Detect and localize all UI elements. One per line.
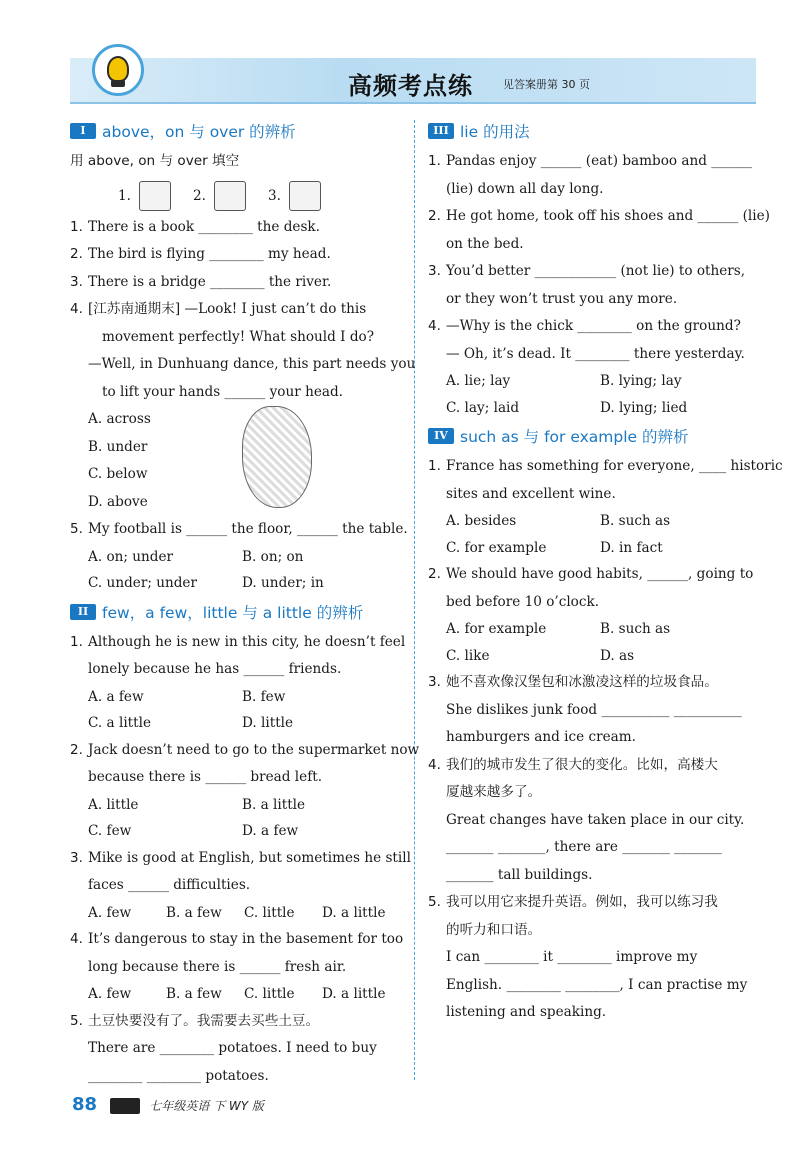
question	[70, 296, 400, 324]
section-number: III	[428, 123, 454, 139]
option: C. a little	[88, 715, 151, 731]
question-text: France has something for everyone, ____ historic	[446, 458, 783, 474]
option: A. little	[88, 796, 139, 813]
question	[70, 737, 420, 765]
bird-picture-icon	[214, 181, 246, 211]
options-row	[428, 535, 758, 562]
question-text: 她不喜欢像汉堡包和冰激凌这样的垃圾食品。	[446, 674, 718, 690]
option: D. lying; lied	[600, 399, 688, 416]
left-column	[70, 118, 420, 1090]
options-row	[70, 900, 400, 927]
option: B. such as	[600, 513, 671, 529]
option: A. few	[88, 986, 132, 1002]
question-text: _______ _______, there are _______ _______	[446, 839, 722, 855]
question-number: 1.	[428, 458, 441, 474]
question-number: 3.	[428, 674, 441, 690]
section-heading	[70, 601, 400, 623]
question-number: 3.	[70, 849, 83, 866]
options-row	[70, 710, 400, 737]
page-title: 高频考点练	[348, 72, 473, 100]
options-row	[428, 643, 758, 670]
question-text: We should have good habits, ______, going to	[446, 566, 754, 582]
question	[428, 148, 758, 176]
option: D. a few	[242, 823, 299, 839]
instruction: 用 above, on 与 over 填空	[70, 153, 240, 169]
question-number: 3.	[70, 273, 83, 290]
question	[428, 669, 758, 697]
page-number: 88	[72, 1094, 98, 1115]
options-row	[70, 684, 400, 711]
question-number: 5.	[70, 521, 83, 537]
option: D. under; in	[242, 575, 324, 591]
publisher-logo-icon	[110, 1098, 140, 1114]
question	[428, 453, 783, 481]
section-heading	[70, 120, 400, 142]
question-text: —Why is the chick ________ on the ground?	[446, 318, 741, 334]
question	[70, 845, 411, 873]
question-number: 2.	[428, 566, 441, 582]
question-text: 厦越来越多了。	[446, 784, 542, 800]
section-title: lie 的用法	[460, 123, 530, 141]
bridge-picture-icon	[289, 181, 321, 211]
question-text: There is a bridge ________ the river.	[88, 273, 332, 290]
question	[70, 241, 400, 269]
question-text: _______ tall buildings.	[446, 866, 593, 883]
question	[428, 561, 758, 589]
question-number: 5.	[70, 1012, 83, 1029]
question-text: [江苏南通期末] —Look! I just can’t do this	[88, 301, 367, 317]
question	[428, 313, 758, 341]
question-text: He got home, took off his shoes and ______ (lie)	[446, 208, 770, 224]
dancer-illustration-icon	[242, 406, 312, 508]
question-text: My football is ______ the floor, ______ the table.	[88, 521, 408, 537]
option: A. on; under	[88, 548, 174, 565]
book-title: 七年级英语 下 WY 版	[149, 1099, 264, 1113]
option: D. above	[88, 493, 148, 510]
pic-label: 3.	[267, 187, 281, 204]
section-title: above，on 与 over 的辨析	[102, 123, 296, 141]
question-text: to lift your hands ______ your head.	[102, 383, 343, 400]
question-number: 3.	[428, 263, 441, 279]
question-number: 4.	[428, 318, 441, 334]
pic-label: 1.	[118, 187, 131, 204]
question-text: —Well, in Dunhuang dance, this part needs you	[88, 356, 416, 372]
question-text: Pandas enjoy ______ (eat) bamboo and ______	[446, 153, 753, 169]
option: D. as	[600, 647, 635, 664]
page-footer	[72, 1094, 264, 1115]
question	[70, 926, 404, 954]
question	[428, 752, 758, 780]
question-text: She dislikes junk food __________ __________	[446, 701, 742, 718]
question-text: 的听力和口语。	[446, 921, 542, 938]
question-number: 4.	[70, 301, 83, 317]
question-text: because there is ______ bread left.	[88, 769, 323, 785]
options-row	[70, 981, 400, 1008]
question-text: hamburgers and ice cream.	[446, 729, 636, 745]
question-text: There are ________ potatoes. I need to buy	[88, 1040, 377, 1056]
options-row	[428, 395, 758, 422]
section-number: II	[70, 604, 96, 620]
question	[70, 516, 408, 544]
option: B. such as	[600, 621, 671, 637]
question-text: The bird is flying ________ my head.	[88, 246, 331, 262]
section-title: few，a few，little 与 a little 的辨析	[102, 603, 364, 622]
lightbulb-icon	[92, 44, 144, 96]
section-heading	[428, 425, 758, 447]
option: C. under; under	[88, 575, 197, 591]
option: C. for example	[446, 539, 547, 556]
question-text: sites and excellent wine.	[446, 485, 616, 502]
right-column	[428, 118, 783, 1027]
option: C. lay; laid	[446, 399, 520, 416]
option: B. a few	[166, 986, 222, 1002]
option: A. a few	[88, 688, 144, 705]
option: B. few	[242, 688, 286, 705]
question-text: You’d better ____________ (not lie) to others,	[446, 263, 746, 279]
option: A. besides	[446, 513, 517, 529]
question-text: — Oh, it’s dead. It ________ there yesterday.	[446, 345, 745, 362]
option: A. across	[88, 411, 151, 427]
option: A. for example	[446, 621, 547, 637]
option: B. a little	[242, 796, 306, 813]
question-text: on the bed.	[446, 235, 524, 252]
question-number: 2.	[70, 246, 83, 262]
question-text: listening and speaking.	[446, 1004, 607, 1020]
option: B. lying; lay	[600, 373, 682, 389]
options-row	[428, 368, 758, 395]
options-row	[70, 570, 400, 597]
question	[428, 203, 770, 231]
question-text: There is a book ________ the desk.	[88, 218, 320, 235]
question-text: long because there is ______ fresh air.	[88, 958, 347, 975]
question-text: Although he is new in this city, he doesn’t feel	[88, 633, 406, 650]
section-title: such as 与 for example 的辨析	[460, 428, 689, 446]
option: A. few	[88, 904, 132, 921]
section-number: I	[70, 123, 96, 139]
question	[70, 629, 406, 657]
question-number: 1.	[70, 633, 83, 650]
question-text: It’s dangerous to stay in the basement for too	[88, 931, 404, 947]
question-number: 1.	[428, 153, 441, 169]
question	[70, 269, 400, 297]
option: C. like	[446, 647, 490, 664]
column-divider	[414, 120, 415, 1080]
option: C. little	[244, 986, 295, 1002]
options-row	[428, 616, 758, 643]
question	[428, 889, 758, 917]
question-number: 2.	[70, 741, 83, 758]
option: B. a few	[166, 904, 222, 921]
question-text: bed before 10 o’clock.	[446, 593, 600, 610]
option: D. little	[242, 715, 294, 731]
option: A. lie; lay	[446, 373, 511, 389]
options-row	[428, 508, 758, 535]
question-number: 2.	[428, 208, 441, 224]
option: D. a little	[322, 904, 386, 921]
question-text: I can ________ it ________ improve my	[446, 949, 698, 965]
option: B. under	[88, 438, 148, 455]
question-text: ________ ________ potatoes.	[88, 1067, 269, 1084]
question-text: 我们的城市发生了很大的变化。比如，高楼大	[446, 756, 718, 773]
question-text: Jack doesn’t need to go to the supermarket now	[88, 741, 420, 758]
question-text: lonely because he has ______ friends.	[88, 661, 342, 677]
picture-row	[70, 178, 400, 214]
question-text: faces ______ difficulties.	[88, 877, 251, 893]
question	[70, 214, 400, 242]
options-row	[70, 544, 400, 571]
answer-reference: 见答案册第 30 页	[503, 78, 590, 91]
question-text: or they won’t trust you any more.	[446, 290, 678, 307]
question-text: Mike is good at English, but sometimes he still	[88, 849, 411, 866]
question	[70, 1008, 400, 1036]
option: B. on; on	[242, 548, 304, 565]
options-row	[70, 792, 400, 819]
question-text: Great changes have taken place in our city.	[446, 811, 745, 828]
question-number: 1.	[70, 218, 83, 235]
option: C. few	[88, 823, 132, 839]
options-row	[70, 818, 400, 845]
option: C. below	[88, 466, 148, 482]
question	[428, 258, 758, 286]
question-number: 4.	[428, 756, 441, 773]
desk-picture-icon	[139, 181, 171, 211]
question-number: 5.	[428, 894, 441, 910]
option: D. in fact	[600, 539, 663, 556]
section-heading	[428, 120, 758, 142]
pic-label: 2.	[192, 187, 206, 204]
question-text: movement perfectly! What should I do?	[102, 328, 375, 345]
question-text: English. ________ ________, I can practise my	[446, 976, 748, 993]
question-text: (lie) down all day long.	[446, 180, 604, 197]
option: D. a little	[322, 986, 386, 1002]
question-number: 4.	[70, 931, 83, 947]
option: C. little	[244, 904, 295, 921]
question-text: 我可以用它来提升英语。例如，我可以练习我	[446, 894, 718, 910]
section-number: IV	[428, 428, 454, 444]
question-text: 土豆快要没有了。我需要去买些土豆。	[88, 1012, 320, 1029]
